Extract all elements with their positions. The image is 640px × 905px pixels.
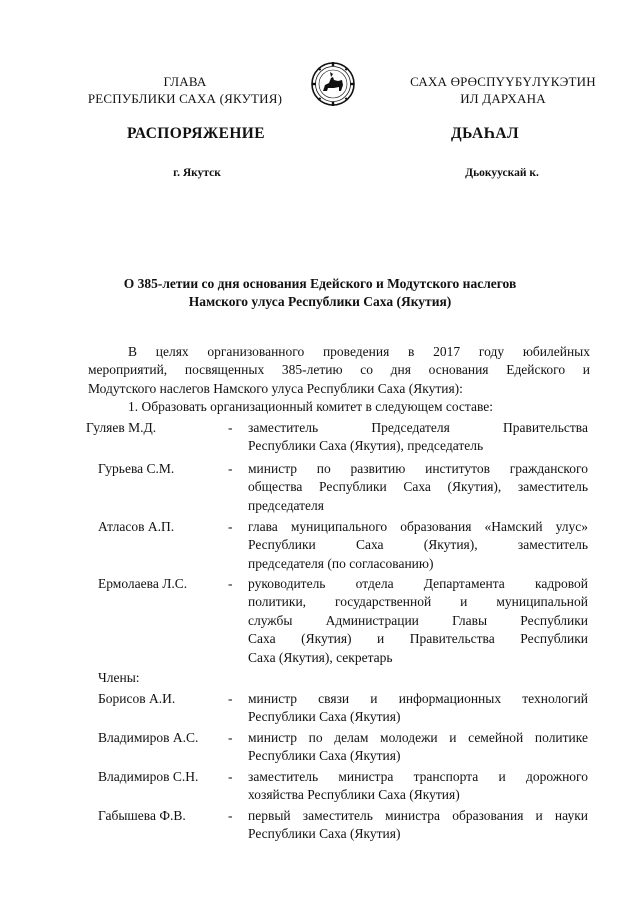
role-line: Республики Саха (Якутия) <box>248 709 401 725</box>
document-title <box>70 275 570 311</box>
document-type-sah: ДЬАҺАЛ <box>451 125 519 142</box>
member-role <box>248 690 588 727</box>
dash: - <box>228 461 233 476</box>
intro-line2: мероприятий, посвященных 385-летию со дня основания Едейского и <box>88 362 590 378</box>
header-left <box>70 73 300 107</box>
member-row <box>86 768 591 805</box>
role-line: Республики Саха (Якутия) <box>248 748 401 764</box>
role-line: службы Администрации Главы Республики <box>248 612 588 628</box>
dash: - <box>228 769 233 784</box>
member-name: Атласов А.П. <box>98 519 175 534</box>
role-line: хозяйства Республики Саха (Якутия) <box>248 787 460 803</box>
role-line: Республики Саха (Якутия), заместитель <box>248 537 588 553</box>
dash: - <box>228 576 233 591</box>
role-line: председателя <box>248 497 324 513</box>
member-role <box>248 729 588 766</box>
intro-paragraph <box>88 343 590 417</box>
role-line: министр по развитию институтов гражданского <box>248 461 588 476</box>
committee-row <box>86 460 591 516</box>
header-left-line1: ГЛАВА <box>163 74 207 89</box>
member-name: Гуляев М.Д. <box>86 420 157 435</box>
member-row <box>86 807 591 844</box>
member-name: Владимиров А.С. <box>98 730 199 745</box>
role-line: Республики Саха (Якутия), председатель <box>248 438 484 454</box>
header-right-line2: ИЛ ДАРХАНА <box>460 91 546 106</box>
member-role <box>248 518 588 573</box>
role-line: министр связи и информационных технологий <box>248 691 588 706</box>
role-line: министр по делам молодежи и семейной политике <box>248 730 588 745</box>
dash: - <box>228 420 233 435</box>
document-title-line2: Намского улуса Республики Саха (Якутия) <box>188 294 452 309</box>
header-left-line2: РЕСПУБЛИКИ САХА (ЯКУТИЯ) <box>87 91 283 106</box>
member-row <box>86 690 591 727</box>
member-row <box>86 729 591 766</box>
member-name: Борисов А.И. <box>98 691 176 706</box>
member-role <box>248 575 588 667</box>
member-name: Габышева Ф.В. <box>98 808 186 823</box>
committee-row <box>86 575 591 669</box>
coat-of-arms-emblem-icon <box>310 58 356 110</box>
intro-line3: Модутского наслегов Намского улуса Республики Саха (Якутия): <box>88 380 463 396</box>
members-label: Члены: <box>98 670 140 685</box>
dash: - <box>228 730 233 745</box>
role-line: политики, государственной и муниципальной <box>248 594 588 610</box>
dash: - <box>228 519 233 534</box>
role-line: первый заместитель министра образования и науки <box>248 808 588 823</box>
role-line: глава муниципального образования «Намский улус» <box>248 519 588 534</box>
role-line: заместитель Председателя Правительства <box>248 420 588 435</box>
dash: - <box>228 808 233 823</box>
header-right <box>388 73 618 107</box>
member-name: Владимиров С.Н. <box>98 769 199 784</box>
member-role <box>248 419 588 456</box>
role-line: общества Республики Саха (Якутия), заместитель <box>248 479 588 495</box>
city-ru: г. Якутск <box>173 167 221 179</box>
role-line: председателя (по согласованию) <box>248 555 434 571</box>
city-sah: Дьокуускай к. <box>465 167 539 179</box>
role-line: заместитель министра транспорта и дорожного <box>248 769 588 784</box>
header-right-line1: САХА ӨРӨСПҮҮБҮЛҮКЭТИН <box>410 74 596 89</box>
role-line: руководитель отдела Департамента кадровой <box>248 576 588 591</box>
member-name: Гурьева С.М. <box>98 461 175 476</box>
committee-row <box>86 518 591 574</box>
document-title-line1: О 385-летии со дня основания Едейского и Модутского наслегов <box>123 276 517 291</box>
intro-line1: В целях организованного проведения в 2017 году юбилейных <box>128 344 590 359</box>
role-line: Республики Саха (Якутия) <box>248 826 401 842</box>
intro-item1: 1. Образовать организационный комитет в следующем составе: <box>128 399 494 415</box>
committee-row <box>86 419 591 456</box>
document-type-ru: РАСПОРЯЖЕНИЕ <box>126 125 266 142</box>
member-role <box>248 460 588 515</box>
dash: - <box>228 691 233 706</box>
member-role <box>248 807 588 844</box>
member-role <box>248 768 588 805</box>
member-name: Ермолаева Л.С. <box>98 576 188 591</box>
role-line: Саха (Якутия) и Правительства Республики <box>248 631 588 647</box>
role-line: Саха (Якутия), секретарь <box>248 649 393 665</box>
